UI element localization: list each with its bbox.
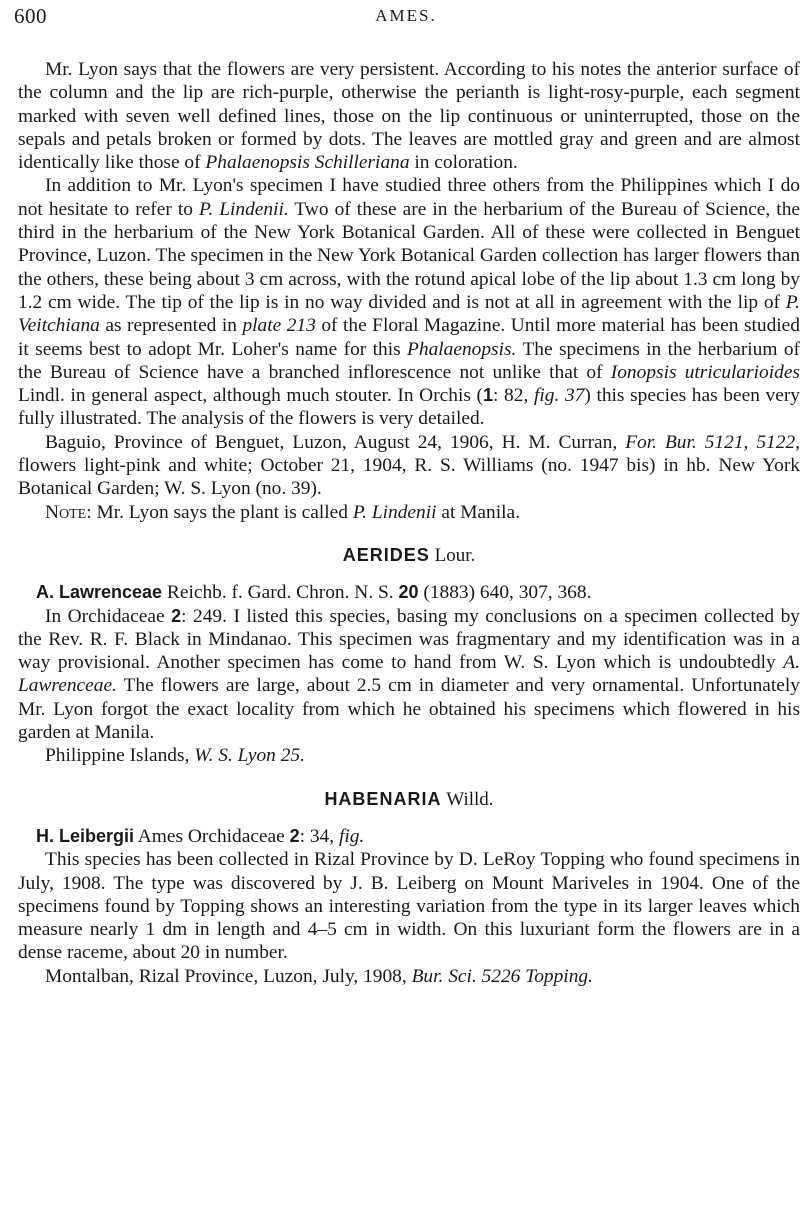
paragraph-lyon-notes	[18, 58, 800, 174]
text-run: The specimens in the herbarium of the Bureau of Science have a branched inflorescence not unlike that of	[18, 338, 800, 383]
volume-number: 2	[171, 605, 182, 626]
volume-number: 1	[483, 385, 494, 406]
paragraph-habenaria-locality	[18, 965, 800, 988]
body-text	[18, 58, 800, 988]
taxon-name: A. Lawrenceae.	[18, 652, 800, 697]
text-run: Mr. Lyon says that the flowers are very persistent. According to his notes the anterior surface of the column and the lip are rich-purple, otherwise the perianth is light-rosy-purple, each segment marked with seven well defined lines, those on the lip continuous or uninterrupted, those on the sepals and petals broken or formed by dots. The leaves are mottled gray and green and are almost identically like those of	[18, 59, 800, 174]
text-run: The flowers are large, about 2.5 cm in diameter and very ornamental. Unfortunately Mr. Lyon forgot the exact locality from which he obtained his specimens which flowered in his garden at Manila.	[18, 675, 800, 744]
text-run: Lindl. in general aspect, although much stouter. In Orchis (	[18, 385, 483, 407]
citation-text: : 34,	[299, 825, 339, 847]
paragraph-aerides	[18, 605, 800, 745]
text-run: In addition to Mr. Lyon's specimen I have studied three others from the Philippines which I do not hesitate to refer to	[18, 175, 800, 220]
genus-name: AERIDES	[342, 544, 430, 565]
citation-text: Reichb. f. Gard. Chron. N. S.	[162, 582, 399, 604]
taxon-name: Phalaenopsis.	[407, 338, 517, 360]
taxon-name: Ionopsis utricularioides	[610, 361, 800, 383]
paragraph-specimens	[18, 174, 800, 430]
note-label: Note:	[45, 501, 92, 523]
volume-number: 20	[398, 582, 419, 603]
text-run: : 249. I listed this species, basing my conclusions on a specimen collected by the Rev. R. F. Black in Mindanao. This specimen was fragmentary and my identification was in a way provisional. Another specimen has come to hand from W. S. Lyon which is undoubtedly	[18, 605, 801, 674]
species-name: A. Lawrenceae	[36, 582, 163, 603]
genus-authority: Lour.	[434, 544, 476, 566]
species-heading-habenaria	[18, 825, 800, 848]
text-run: Baguio, Province of Benguet, Luzon, August 24, 1906, H. M. Curran,	[45, 431, 626, 453]
text-run: Mr. Lyon says the plant is called	[91, 501, 353, 523]
page-number: 600	[14, 4, 47, 28]
collection-number: Bur. Sci. 5226 Topping.	[411, 965, 593, 987]
genus-heading-aerides	[18, 544, 800, 567]
paragraph-habenaria: This species has been collected in Rizal Province by D. LeRoy Topping who found specimens in July, 1908. The type was discovered by J. B. Leiberg on Mount Mariveles in 1904. One of the specimens found by Topping shows an interesting variation from the type in its larger leaves which measure nearly 1 dm in length and 4–5 cm in width. On this luxuriant form the flowers are in a dense raceme, about 20 in number.	[18, 849, 800, 964]
text-run: flowers light-pink and white; October 21, 1904, R. S. Williams (no. 1947 bis) in hb. New York Botanical Garden; W. S. Lyon (no. 39).	[18, 455, 800, 500]
citation-text: (1883) 640, 307, 368.	[418, 582, 592, 604]
text-run: Philippine Islands,	[45, 745, 195, 767]
text-run: ) this species has been very fully illustrated. The analysis of the flowers is very detailed.	[18, 385, 800, 430]
genus-heading-habenaria	[18, 788, 800, 811]
text-run: of the Floral Magazine. Until more material has been studied it seems best to adopt Mr. Loher's name for this	[18, 315, 800, 360]
plate-reference: plate 213	[242, 315, 316, 337]
page-header	[14, 4, 798, 34]
text-run: Two of these are in the herbarium of the Bureau of Science, the third in the herbarium of the New York Botanical Garden. All of these were collected in Benguet Province, Luzon. The specimen in the New York Botanical Garden collection has larger flowers than the others, these being about 3 cm across, with the rotund apical lobe of the lip about 1.3 cm long by 1.2 cm wide. The tip of the lip is in no way divided and is not at all in agreement with the lip of	[18, 198, 800, 313]
taxon-name: P. Veitchiana	[18, 291, 800, 337]
genus-authority: Willd.	[446, 788, 494, 810]
figure-reference: fig.	[338, 825, 365, 847]
text-run: Montalban, Rizal Province, Luzon, July, 1908,	[45, 965, 412, 987]
running-head: AMES.	[375, 6, 437, 25]
paragraph-localities	[18, 431, 800, 501]
paragraph-note	[18, 501, 800, 524]
text-run: In Orchidaceae	[45, 605, 172, 627]
paragraph-aerides-locality	[18, 744, 800, 767]
text-run: : 82,	[493, 385, 534, 407]
citation-text: Ames Orchidaceae	[134, 825, 290, 847]
text-run: in coloration.	[409, 152, 518, 174]
collection-number: For. Bur. 5121, 5122,	[625, 431, 800, 453]
text-run: as represented in	[99, 315, 243, 337]
taxon-name: P. Lindenii	[352, 501, 437, 523]
collection-number: W. S. Lyon 25.	[194, 745, 305, 767]
text-run: at Manila.	[436, 501, 520, 523]
volume-number: 2	[289, 825, 300, 846]
species-name: H. Leibergii	[36, 825, 135, 846]
species-heading-aerides	[18, 581, 800, 604]
taxon-name: P. Lindenii.	[198, 198, 289, 220]
taxon-name: Phalaenopsis Schilleriana	[205, 152, 410, 174]
figure-reference: fig. 37	[533, 385, 585, 407]
genus-name: HABENARIA	[324, 788, 442, 809]
